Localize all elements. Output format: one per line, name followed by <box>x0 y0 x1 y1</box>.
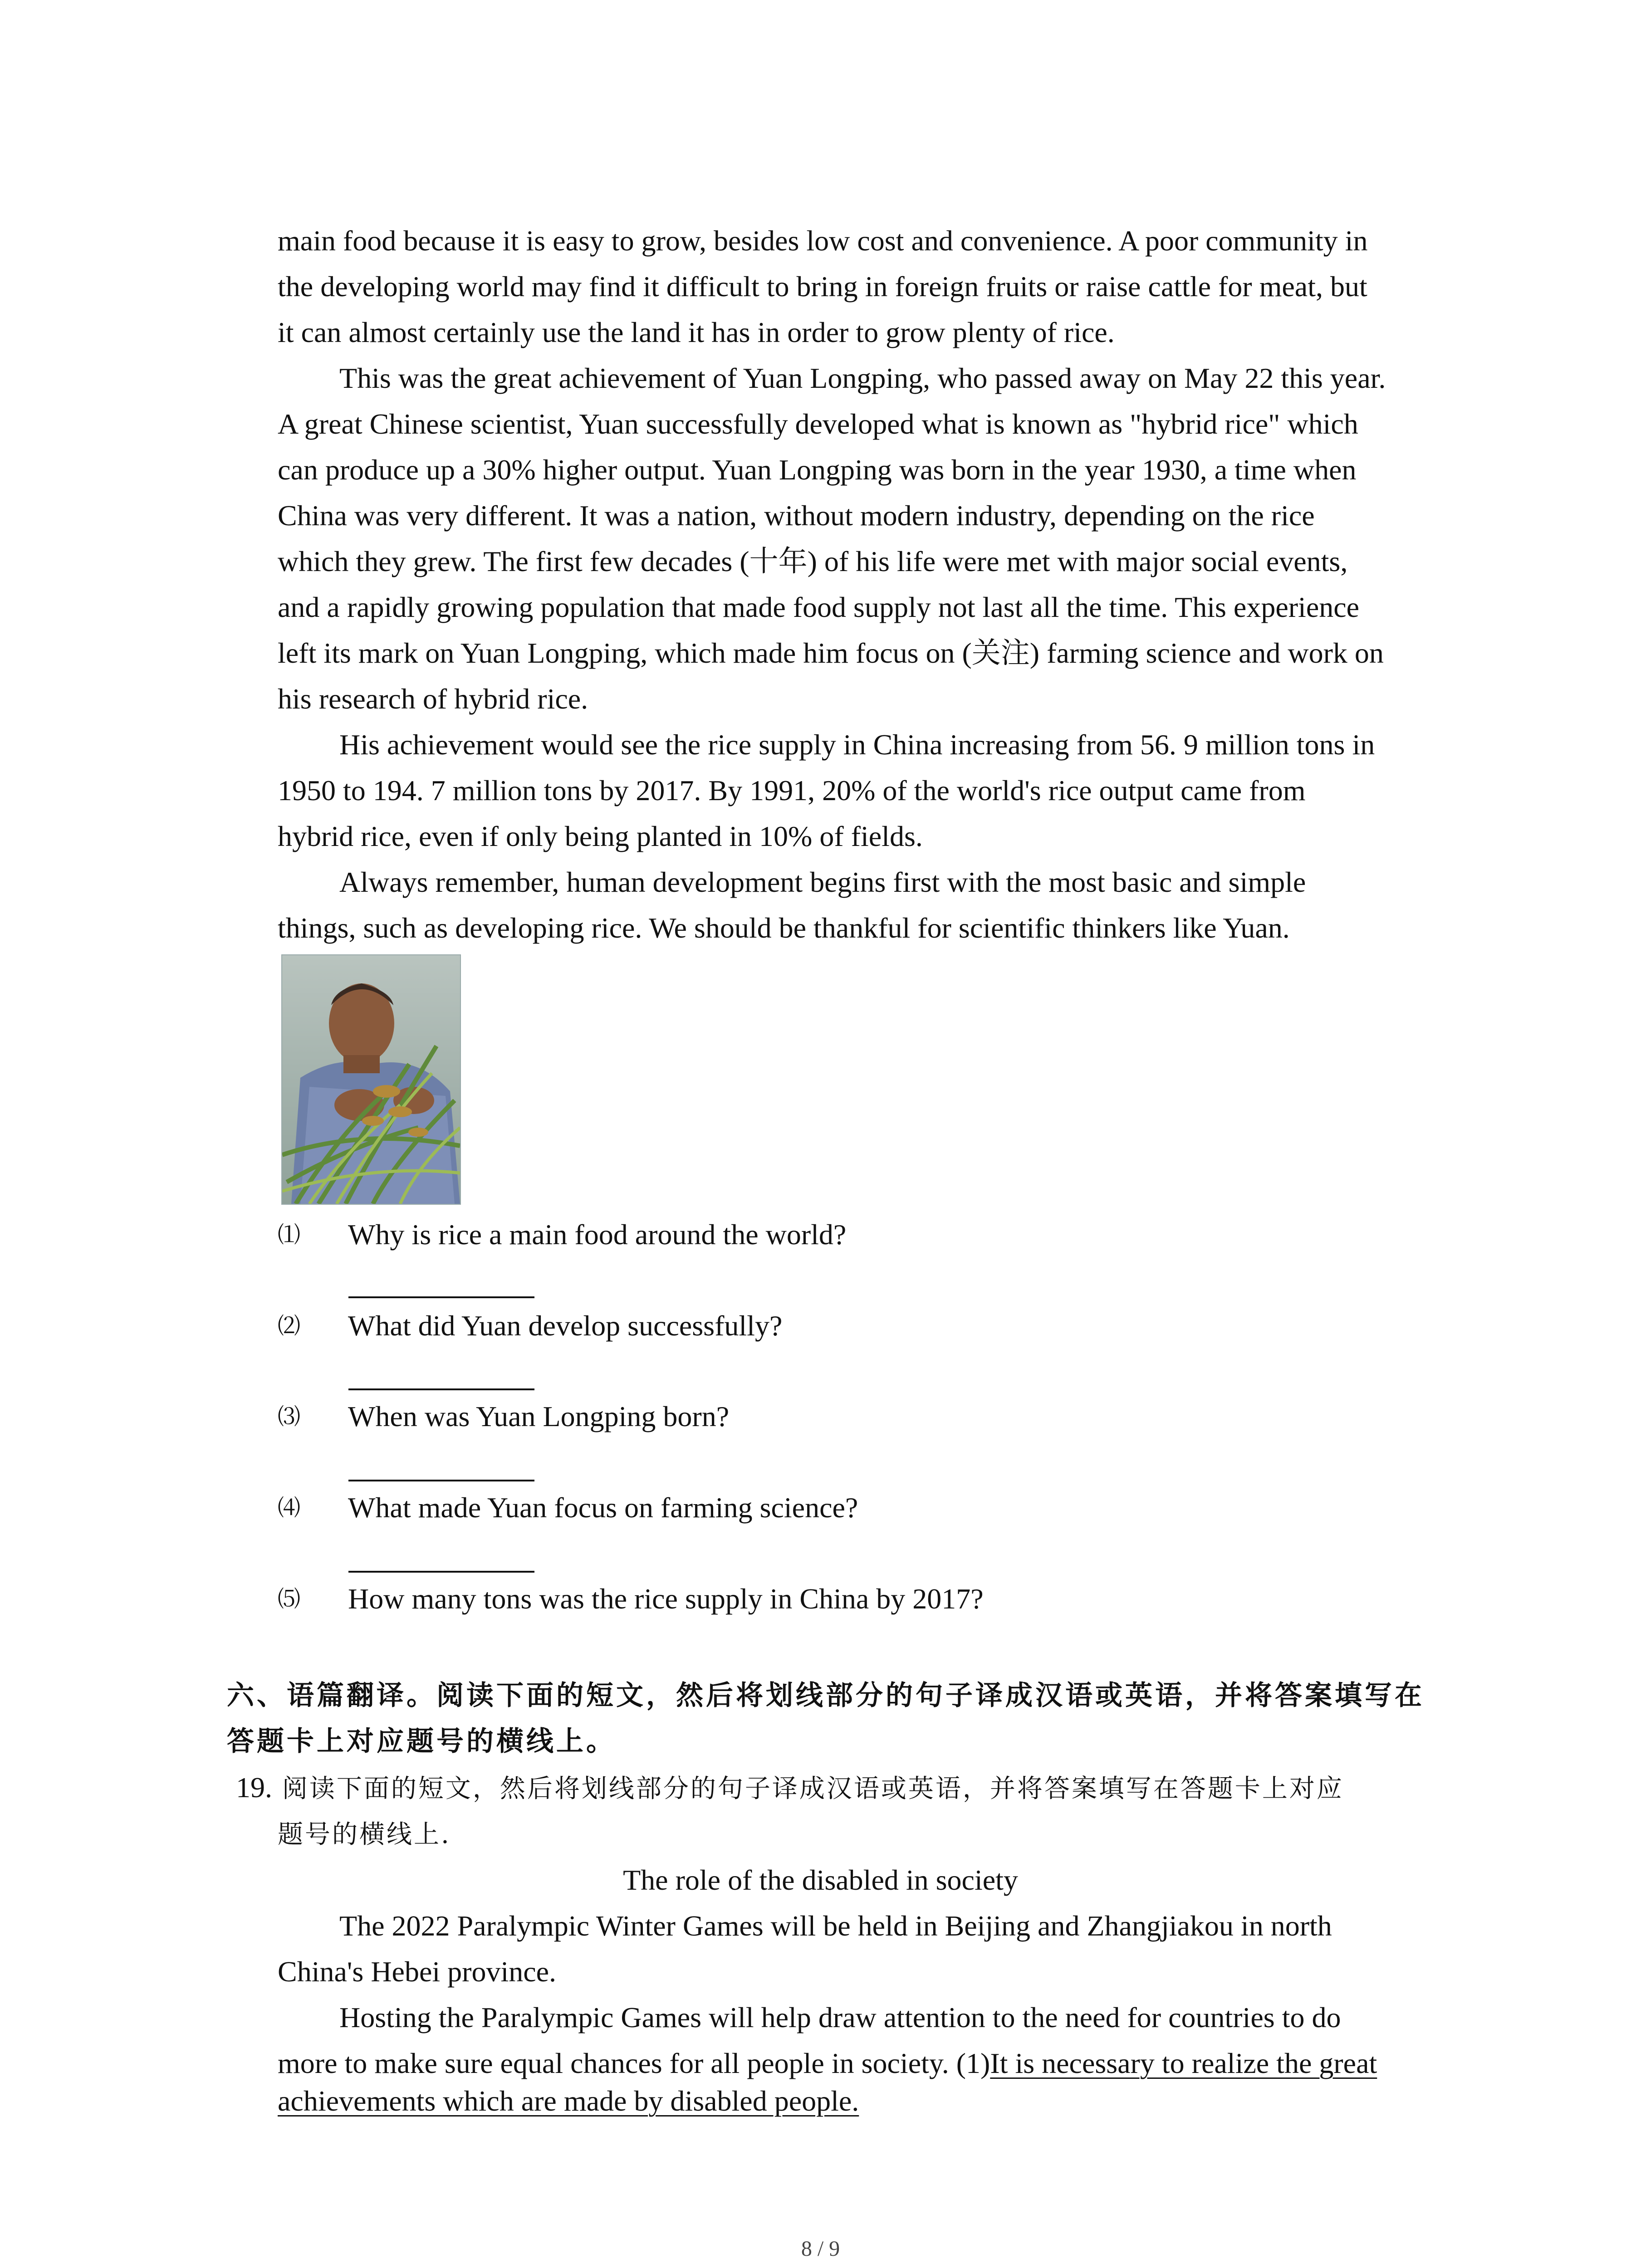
answer-blank-2[interactable] <box>348 1388 534 1390</box>
section-heading-line: 六、语篇翻译。阅读下面的短文，然后将划线部分的句子译成汉语或英语，并将答案填写在 <box>227 1680 1425 1711</box>
instruction-line: 题号的横线上. <box>278 1820 451 1849</box>
paragraph-line: Hosting the Paralympic Games will help draw attention to the need for countries to do <box>339 2001 1341 2033</box>
section-heading <box>227 1673 1452 1765</box>
paragraph-line: his research of hybrid rice. <box>278 683 588 715</box>
underlined-sentence: It is necessary to realize the great <box>990 2047 1377 2079</box>
section-heading-line: 答题卡上对应题号的横线上。 <box>227 1725 616 1757</box>
paragraph-text: more to make sure equal chances for all people in society. (1) <box>278 2047 990 2079</box>
underlined-sentence: achievements which are made by disabled people. <box>278 2085 859 2117</box>
paragraph-line: things, such as developing rice. We should be thankful for scientific thinkers like Yuan. <box>278 912 1290 944</box>
question-text: What made Yuan focus on farming science? <box>348 1491 858 1524</box>
question-number: ⑶ <box>278 1403 300 1430</box>
paragraph-line: which they grew. The first few decades (十年) of his life were met with major social events, <box>278 545 1348 577</box>
question-number: ⑴ <box>278 1222 300 1248</box>
paragraph-line: A great Chinese scientist, Yuan successfully developed what is known as "hybrid rice" which <box>278 408 1358 440</box>
question-19-instructions <box>236 1765 1461 1857</box>
paragraph-line: can produce up a 30% higher output. Yuan Longping was born in the year 1930, a time when <box>278 454 1357 486</box>
question-text: How many tons was the rice supply in China by 2017? <box>348 1583 984 1615</box>
answer-blank-4[interactable] <box>348 1571 534 1573</box>
passage-paragraph-2 <box>278 355 1453 722</box>
question-2 <box>278 1308 1367 1358</box>
paragraph-line: China's Hebei province. <box>278 1955 557 1988</box>
yuan-longping-photo <box>281 954 461 1205</box>
paragraph-line: main food because it is easy to grow, besides low cost and convenience. A poor community in <box>278 225 1368 257</box>
answer-blank-1[interactable] <box>348 1296 534 1298</box>
passage-paragraph-1 <box>278 218 1453 355</box>
question-text: Why is rice a main food around the world? <box>348 1218 847 1251</box>
paragraph-line: it can almost certainly use the land it has in order to grow plenty of rice. <box>278 316 1115 348</box>
question-text: What did Yuan develop successfully? <box>348 1310 783 1342</box>
paragraph-line: hybrid rice, even if only being planted in 10% of fields. <box>278 820 923 852</box>
question-1 <box>278 1217 1367 1266</box>
question-number: ⑵ <box>278 1313 300 1339</box>
paragraph-line: The 2022 Paralympic Winter Games will be held in Beijing and Zhangjiakou in north <box>339 1910 1332 1942</box>
paragraph-line: 1950 to 194. 7 million tons by 2017. By 1991, 20% of the world's rice output came from <box>278 774 1306 807</box>
paragraph-line: China was very different. It was a nation, without modern industry, depending on the rice <box>278 499 1315 532</box>
question-number: ⑷ <box>278 1495 300 1521</box>
paragraph-line: Always remember, human development begins first with the most basic and simple <box>339 866 1306 898</box>
paragraph-line: and a rapidly growing population that made food supply not last all the time. This experience <box>278 591 1360 623</box>
question-5 <box>278 1581 1367 1631</box>
translation-paragraph-1 <box>278 1903 1453 1994</box>
paragraph-line: the developing world may find it difficult to bring in foreign fruits or raise cattle for meat, but <box>278 270 1367 303</box>
question-text: When was Yuan Longping born? <box>348 1400 730 1432</box>
question-number: 19. <box>236 1771 272 1804</box>
passage-paragraph-3 <box>278 722 1453 859</box>
passage-paragraph-4 <box>278 859 1453 951</box>
question-3 <box>278 1398 1367 1448</box>
paragraph-line: His achievement would see the rice supply in China increasing from 56. 9 million tons in <box>339 728 1375 761</box>
instruction-line <box>236 1765 1461 1812</box>
answer-blank-3[interactable] <box>348 1480 534 1481</box>
paragraph-line: left its mark on Yuan Longping, which made him focus on (关注) farming science and work on <box>278 637 1384 669</box>
paragraph-line: This was the great achievement of Yuan Longping, who passed away on May 22 this year. <box>339 362 1386 394</box>
instruction-text: 阅读下面的短文，然后将划线部分的句子译成汉语或英语，并将答案填写在答题卡上对应 <box>282 1774 1344 1804</box>
page-number: 8 / 9 <box>801 2237 840 2261</box>
passage-title: The role of the disabled in society <box>623 1864 1018 1896</box>
question-number: ⑸ <box>278 1586 300 1612</box>
translation-paragraph-2 <box>278 1994 1453 2124</box>
question-4 <box>278 1490 1367 1540</box>
photo-illustration <box>282 955 460 1204</box>
